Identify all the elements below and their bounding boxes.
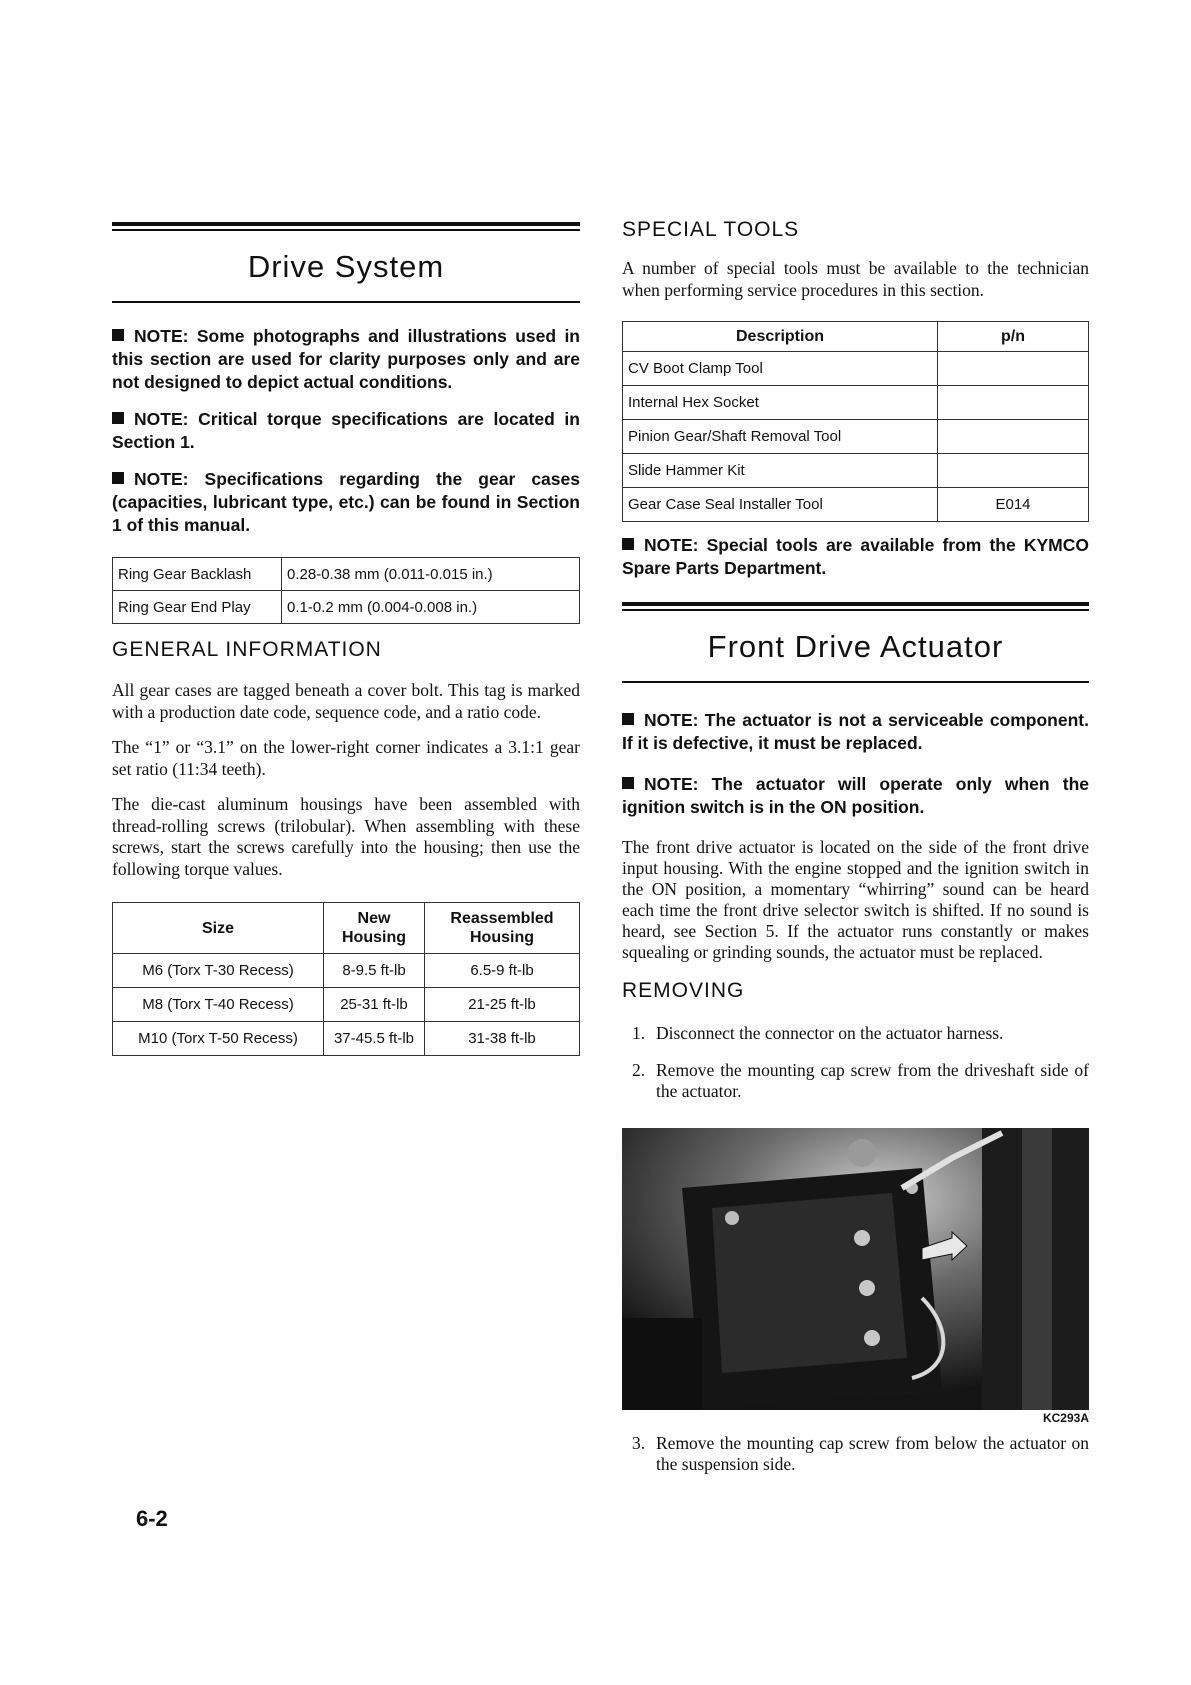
note-text: Critical torque specifications are located in Section 1. (112, 409, 580, 452)
table-row (623, 420, 1089, 454)
step (622, 1433, 1089, 1476)
section-title: Drive System (247, 249, 445, 284)
title-rule-top-thin (112, 229, 580, 231)
bullet-square-icon (622, 777, 634, 789)
table-header: Reassembled Housing (425, 903, 580, 954)
table-cell: 21-25 ft-lb (425, 988, 580, 1022)
table-cell: M8 (Torx T-40 Recess) (113, 988, 324, 1022)
table-cell (938, 420, 1089, 454)
note-text: Special tools are available from the KYMCO Spare Parts Department. (622, 535, 1089, 578)
table-row (113, 954, 580, 988)
table-cell: Slide Hammer Kit (623, 454, 938, 488)
table-row (113, 1022, 580, 1056)
table-header-row (113, 903, 580, 954)
table-cell: 6.5-9 ft-lb (425, 954, 580, 988)
note (112, 408, 580, 454)
gear-spec-table (112, 557, 580, 624)
paragraph: The die-cast aluminum housings have been assembled with thread-rolling screws (trilobular). When assembling with these screws, start the screws carefully into the housing; then use the following torque values. (112, 794, 580, 879)
title-rule-bottom (622, 681, 1089, 683)
table-header-row (623, 322, 1089, 352)
step (622, 1023, 1089, 1045)
note (622, 773, 1089, 819)
table-row (623, 352, 1089, 386)
table-cell (938, 386, 1089, 420)
bullet-square-icon (622, 538, 634, 550)
table-header: Description (623, 322, 938, 352)
step-text: Remove the mounting cap screw from below the actuator on the suspension side. (656, 1432, 1089, 1474)
table-row (113, 558, 580, 591)
bullet-square-icon (622, 713, 634, 725)
table-cell: Internal Hex Socket (623, 386, 938, 420)
table-cell: 25-31 ft-lb (324, 988, 425, 1022)
removing-heading: REMOVING (622, 979, 745, 1002)
title-rule-bottom (112, 301, 580, 303)
special-tools-heading: SPECIAL TOOLS (622, 218, 800, 241)
table-cell: E014 (938, 488, 1089, 522)
photo-caption: KC293A (1042, 1410, 1089, 1425)
note-label: NOTE: (134, 326, 189, 346)
table-cell: Gear Case Seal Installer Tool (623, 488, 938, 522)
bullet-square-icon (112, 329, 124, 341)
table-header: p/n (938, 322, 1089, 352)
step-number: 3. (632, 1432, 646, 1453)
page-number: 6-2 (136, 1506, 168, 1531)
note-text: Some photographs and illustrations used in this section are used for clarity purposes only and are not designed to depict actual conditions. (112, 326, 580, 392)
left-column (112, 222, 580, 1056)
step-text: Remove the mounting cap screw from the driveshaft side of the actuator. (656, 1059, 1089, 1101)
table-cell: Ring Gear End Play (113, 591, 282, 624)
note (622, 534, 1089, 580)
title-rule-top-thin (622, 609, 1089, 611)
table-cell: 37-45.5 ft-lb (324, 1022, 425, 1056)
title-rule-top (622, 602, 1089, 606)
note (112, 325, 580, 394)
note-label: NOTE: (644, 710, 699, 730)
table-cell: Pinion Gear/Shaft Removal Tool (623, 420, 938, 454)
bullet-square-icon (112, 472, 124, 484)
paragraph: A number of special tools must be available to the technician when performing service procedures in this section. (622, 258, 1089, 300)
table-row (113, 988, 580, 1022)
section-title: Front Drive Actuator (707, 629, 1004, 664)
table-row (113, 591, 580, 624)
step-text: Disconnect the connector on the actuator harness. (656, 1023, 1004, 1043)
table-cell: 0.1-0.2 mm (0.004-0.008 in.) (282, 591, 580, 624)
step-number: 1. (632, 1023, 646, 1043)
step-number: 2. (632, 1059, 646, 1080)
table-row (623, 454, 1089, 488)
right-column (622, 218, 1089, 1491)
note (112, 468, 580, 537)
actuator-photo (622, 1128, 1089, 1410)
table-row (623, 386, 1089, 420)
paragraph: The front drive actuator is located on the side of the front drive input housing. With the engine stopped and the ignition switch in the ON position, a momentary “whirring” sound can be heard each time the front drive selector switch is shifted. If no sound is heard, see Section 5. If the actuator runs constantly or makes squealing or grinding sounds, the actuator must be replaced. (622, 837, 1089, 962)
table-header: New Housing (324, 903, 425, 954)
table-cell: 8-9.5 ft-lb (324, 954, 425, 988)
general-information-heading: GENERAL INFORMATION (112, 638, 382, 661)
bullet-square-icon (112, 412, 124, 424)
table-cell: Ring Gear Backlash (113, 558, 282, 591)
table-cell: CV Boot Clamp Tool (623, 352, 938, 386)
table-cell (938, 454, 1089, 488)
note-label: NOTE: (134, 469, 189, 489)
table-header: Size (113, 903, 324, 954)
step (622, 1060, 1089, 1103)
actuator-photo-illustration (622, 1128, 1089, 1410)
note-text: Specifications regarding the gear cases (capacities, lubricant type, etc.) can be found in Section 1 of this manual. (112, 469, 580, 535)
table-cell: 31-38 ft-lb (425, 1022, 580, 1056)
title-rule-top (112, 222, 580, 226)
table-row (623, 488, 1089, 522)
note-label: NOTE: (644, 774, 699, 794)
note-label: NOTE: (644, 535, 699, 555)
table-cell (938, 352, 1089, 386)
paragraph: All gear cases are tagged beneath a cover bolt. This tag is marked with a production date code, sequence code, and a ratio code. (112, 680, 580, 722)
note (622, 709, 1089, 755)
note-text: The actuator will operate only when the ignition switch is in the ON position. (622, 774, 1089, 817)
note-text: The actuator is not a serviceable component. If it is defective, it must be replaced. (622, 710, 1089, 753)
paragraph: The “1” or “3.1” on the lower-right corner indicates a 3.1:1 gear set ratio (11:34 teeth). (112, 737, 580, 779)
note-label: NOTE: (134, 409, 189, 429)
table-cell: M6 (Torx T-30 Recess) (113, 954, 324, 988)
table-cell: 0.28-0.38 mm (0.011-0.015 in.) (282, 558, 580, 591)
table-cell: M10 (Torx T-50 Recess) (113, 1022, 324, 1056)
special-tools-table (622, 321, 1089, 522)
torque-table (112, 902, 580, 1056)
